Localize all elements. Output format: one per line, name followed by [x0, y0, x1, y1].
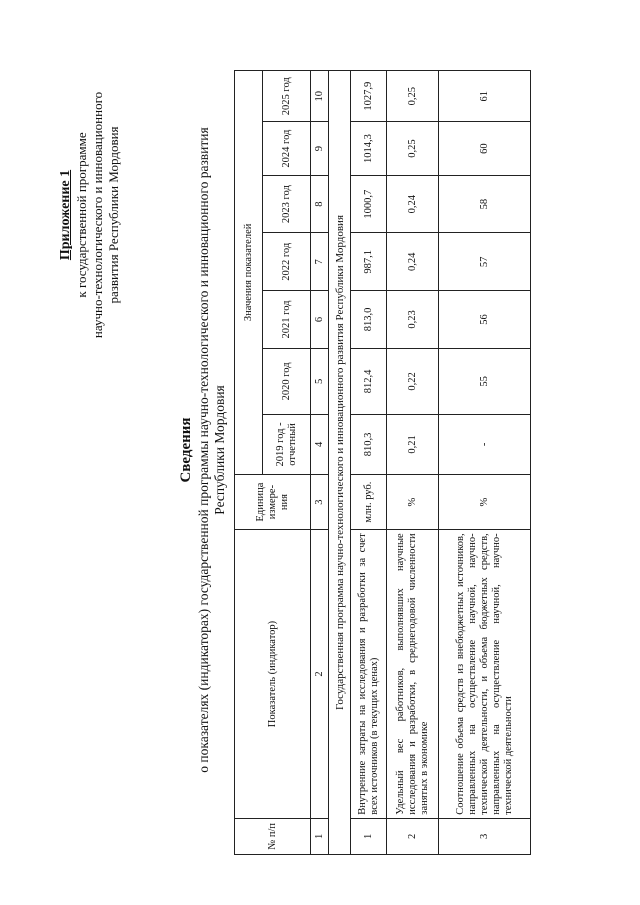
- column-number: 2: [311, 530, 329, 818]
- column-number: 10: [311, 71, 329, 122]
- section-title: Государственная программа научно-технологического и инновационного развития Республики Мордовия: [329, 71, 351, 855]
- column-number: 1: [311, 818, 329, 854]
- header-indicator: Показатель (индикатор): [235, 530, 311, 818]
- column-number: 5: [311, 348, 329, 414]
- table-row: [351, 71, 387, 855]
- table-row: [439, 71, 531, 855]
- heading-title: Сведения: [178, 417, 194, 483]
- row-indicator: Удельный вес работников, выполнявших научные исследования и разработки, в среднегодовой численности занятых в экономике: [387, 530, 439, 818]
- row-value: 61: [439, 71, 531, 122]
- row-value: -: [439, 415, 531, 475]
- header-unit: Единица измере-ния: [235, 474, 311, 530]
- row-value: 60: [439, 122, 531, 175]
- header-row: [235, 71, 263, 855]
- row-value: 987,1: [351, 233, 387, 291]
- document-heading: [178, 55, 228, 845]
- row-value: 0,22: [387, 348, 439, 414]
- column-number-row: [311, 71, 329, 855]
- row-unit: %: [387, 474, 439, 530]
- heading-line: Республики Мордовия: [212, 385, 227, 515]
- row-value: 56: [439, 291, 531, 349]
- appendix-title: Приложение 1: [58, 169, 73, 261]
- row-value: 812,4: [351, 348, 387, 414]
- row-value: 813,0: [351, 291, 387, 349]
- appendix-block: [58, 45, 122, 385]
- row-num: 3: [439, 818, 531, 854]
- row-value: 0,23: [387, 291, 439, 349]
- row-unit: млн. руб.: [351, 474, 387, 530]
- row-value: 0,24: [387, 233, 439, 291]
- section-row: [329, 71, 351, 855]
- header-num: № п/п: [235, 818, 311, 854]
- row-value: 1027,9: [351, 71, 387, 122]
- row-value: 0,25: [387, 71, 439, 122]
- row-value: 0,24: [387, 175, 439, 233]
- header-year: 2024 год: [263, 122, 311, 175]
- row-value: 1014,3: [351, 122, 387, 175]
- row-num: 2: [387, 818, 439, 854]
- row-indicator: Внутренние затраты на исследования и разработки за счет всех источников (в текущих ценах): [351, 530, 387, 818]
- column-number: 7: [311, 233, 329, 291]
- appendix-line: развития Республики Мордовия: [106, 126, 121, 304]
- indicators-table: [234, 70, 531, 855]
- appendix-line: к государственной программе: [74, 132, 89, 298]
- header-year: 2023 год: [263, 175, 311, 233]
- column-number: 9: [311, 122, 329, 175]
- row-value: 0,25: [387, 122, 439, 175]
- table-row: [387, 71, 439, 855]
- row-value: 55: [439, 348, 531, 414]
- column-number: 3: [311, 474, 329, 530]
- header-year: 2021 год: [263, 291, 311, 349]
- header-values-group: Значения показателей: [235, 71, 263, 475]
- row-value: 58: [439, 175, 531, 233]
- row-value: 57: [439, 233, 531, 291]
- heading-line: о показателях (индикаторах) государственной программы научно-технологического и инновационного развития: [196, 127, 211, 773]
- column-number: 4: [311, 415, 329, 475]
- column-number: 8: [311, 175, 329, 233]
- appendix-line: научно-технологического и инновационного: [90, 91, 105, 339]
- row-value: 1000,7: [351, 175, 387, 233]
- row-indicator: Соотношение объема средств из внебюджетных источников, направленных на осуществление научной, научно-технической деятельности, и объема бюджетных средств, направленных на осуществление научной, научно-технической деятельности: [439, 530, 531, 818]
- header-year: 2022 год: [263, 233, 311, 291]
- header-year: 2025 год: [263, 71, 311, 122]
- row-value: 810,3: [351, 415, 387, 475]
- header-year: 2019 год - отчетный: [263, 415, 311, 475]
- header-year: 2020 год: [263, 348, 311, 414]
- column-number: 6: [311, 291, 329, 349]
- row-unit: %: [439, 474, 531, 530]
- row-value: 0,21: [387, 415, 439, 475]
- row-num: 1: [351, 818, 387, 854]
